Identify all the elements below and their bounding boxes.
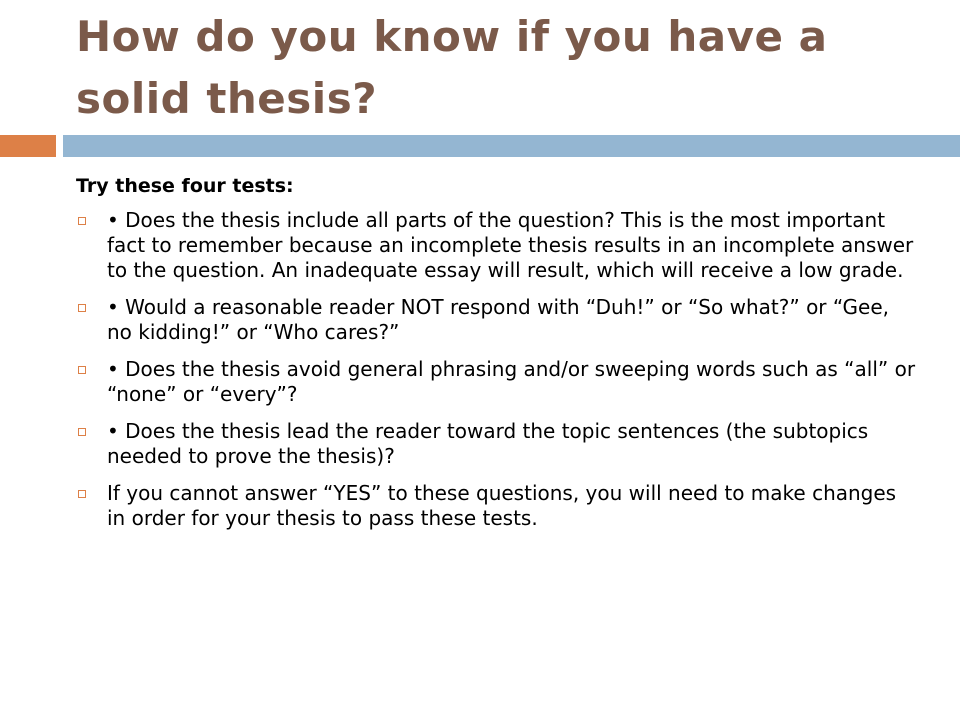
accent-bar-blue bbox=[63, 135, 960, 157]
bullet-item bbox=[0, 295, 960, 345]
bullet-text: • Does the thesis avoid general phrasing and/or sweeping words such as “all” or “none” or “every”? bbox=[107, 357, 916, 406]
square-bullet-icon bbox=[78, 490, 86, 498]
bullet-item bbox=[0, 481, 960, 531]
bullet-list bbox=[0, 208, 960, 543]
accent-bar-orange bbox=[0, 135, 56, 157]
square-bullet-icon bbox=[78, 217, 86, 225]
bullet-text: • Does the thesis include all parts of the question? This is the most important fact to remember because an incomplete thesis results in an incomplete answer to the question. An inadequate essay will result, which will receive a low grade. bbox=[107, 208, 914, 282]
slide-title: How do you know if you have a solid thesis? bbox=[76, 12, 828, 123]
bullet-item bbox=[0, 357, 960, 407]
square-bullet-icon bbox=[78, 304, 86, 312]
bullet-item bbox=[0, 419, 960, 469]
bullet-text: • Would a reasonable reader NOT respond with “Duh!” or “So what?” or “Gee, no kidding!” or “Who cares?” bbox=[107, 295, 889, 344]
intro-text: Try these four tests: bbox=[76, 175, 294, 197]
bullet-item bbox=[0, 208, 960, 283]
bullet-text: If you cannot answer “YES” to these questions, you will need to make changes in order for your thesis to pass these tests. bbox=[107, 481, 897, 530]
bullet-text: • Does the thesis lead the reader toward the topic sentences (the subtopics needed to prove the thesis)? bbox=[107, 419, 869, 468]
square-bullet-icon bbox=[78, 428, 86, 436]
square-bullet-icon bbox=[78, 366, 86, 374]
